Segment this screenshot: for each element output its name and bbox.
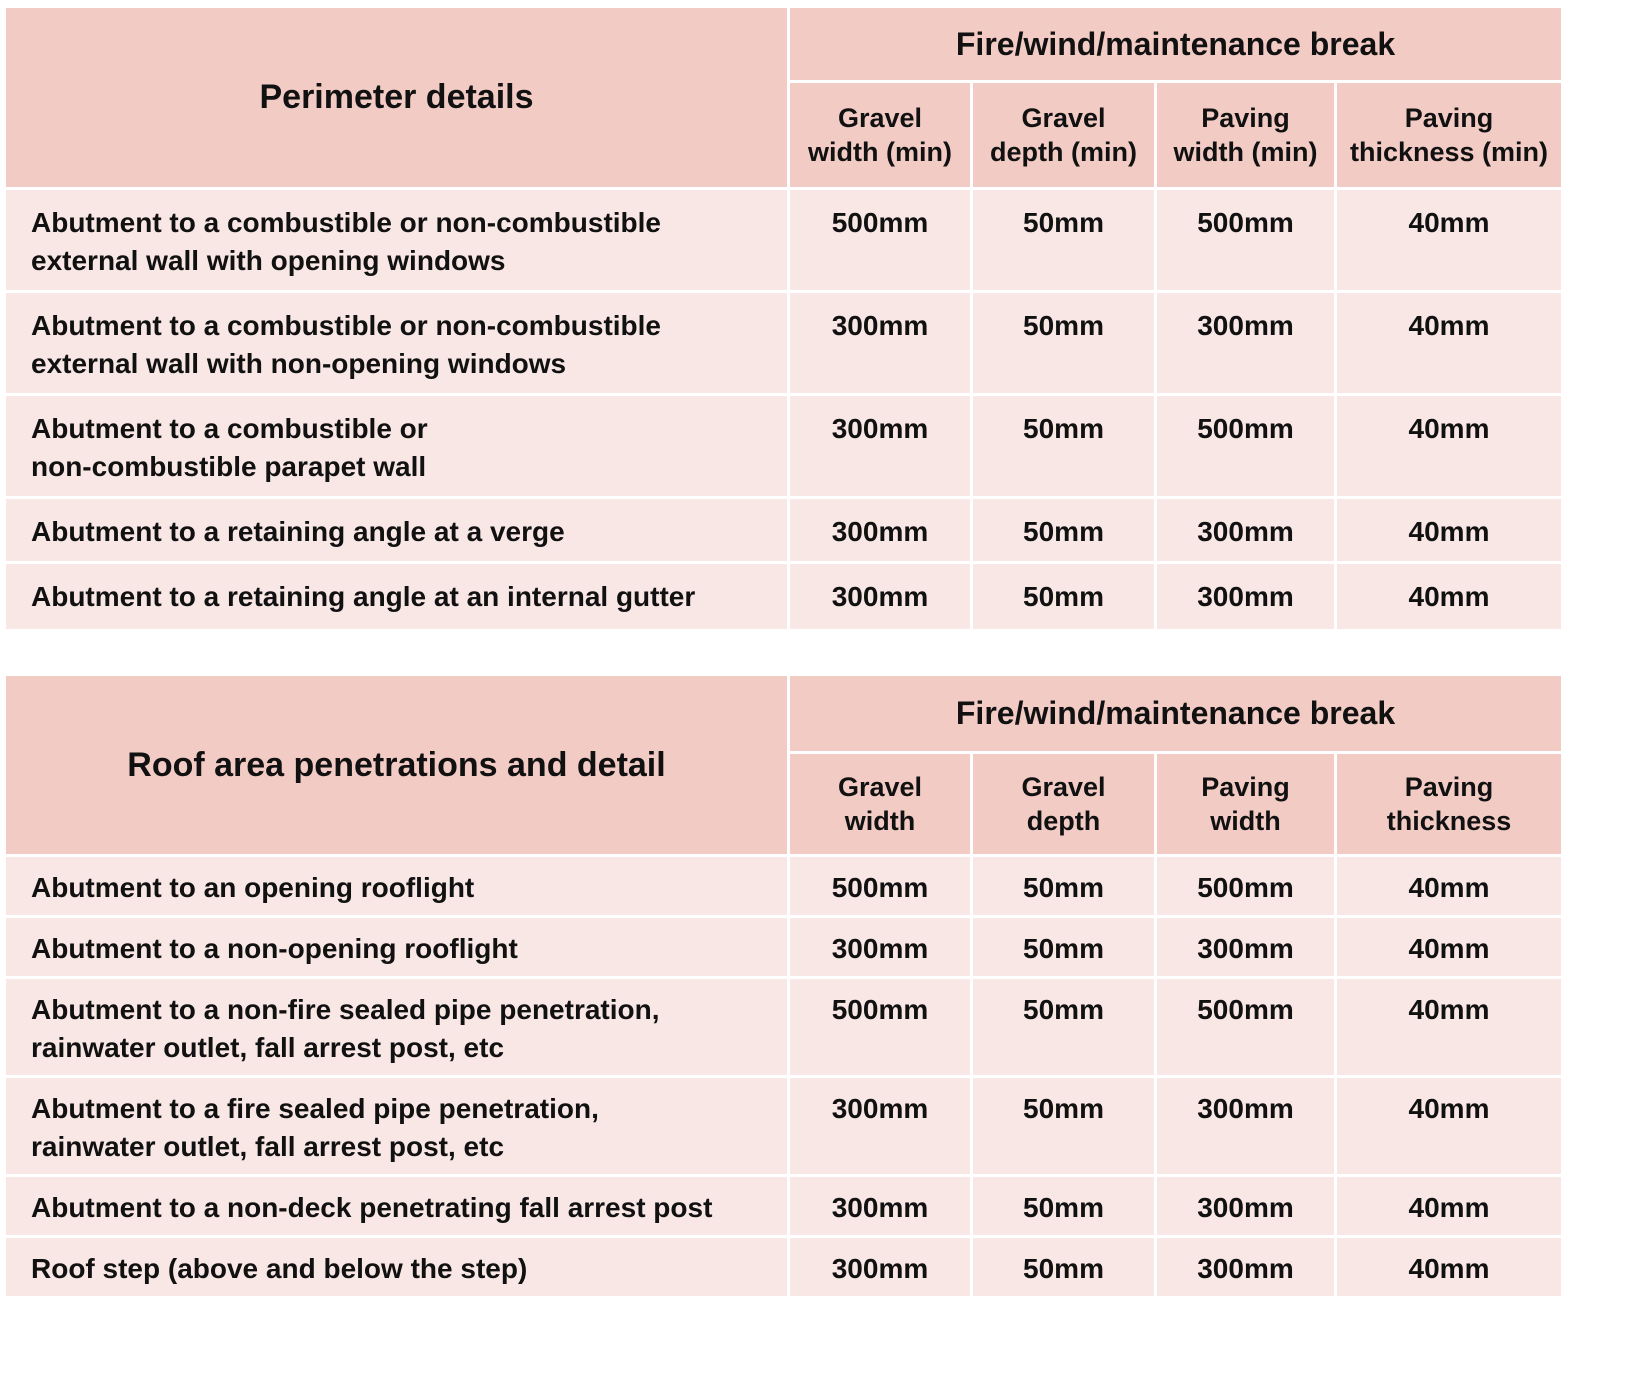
section-title: Roof area penetrations and detail (6, 676, 787, 854)
gravel-depth-value: 50mm (973, 1177, 1154, 1235)
table-row (6, 190, 1561, 290)
table-row (6, 918, 1561, 976)
row-label: Abutment to an opening rooflight (6, 857, 787, 915)
gravel-width-value: 300mm (790, 293, 970, 393)
gravel-width-value: 300mm (790, 1078, 970, 1174)
paving-thickness-value: 40mm (1337, 979, 1561, 1075)
paving-width-value: 500mm (1157, 979, 1334, 1075)
paving-thickness-value: 40mm (1337, 1238, 1561, 1296)
row-label: Abutment to a retaining angle at an internal gutter (6, 564, 787, 629)
column-header-gravel-depth: Gravel depth (973, 754, 1154, 854)
table-row (6, 396, 1561, 496)
row-label: Abutment to a non-opening rooflight (6, 918, 787, 976)
gravel-width-value: 300mm (790, 1238, 970, 1296)
group-title: Fire/wind/maintenance break (790, 676, 1561, 751)
paving-thickness-value: 40mm (1337, 293, 1561, 393)
gravel-depth-value: 50mm (973, 190, 1154, 290)
paving-width-value: 500mm (1157, 190, 1334, 290)
table-row (6, 857, 1561, 915)
gravel-depth-value: 50mm (973, 857, 1154, 915)
row-label: Abutment to a combustible or non-combustible external wall with opening windows (6, 190, 787, 290)
column-header-gravel-width: Gravel width (790, 754, 970, 854)
paving-width-value: 300mm (1157, 918, 1334, 976)
paving-thickness-value: 40mm (1337, 499, 1561, 561)
group-title: Fire/wind/maintenance break (790, 8, 1561, 80)
paving-width-value: 300mm (1157, 499, 1334, 561)
paving-thickness-value: 40mm (1337, 1177, 1561, 1235)
paving-width-value: 500mm (1157, 396, 1334, 496)
gravel-width-value: 300mm (790, 918, 970, 976)
column-header-paving-width: Paving width (min) (1157, 83, 1334, 187)
column-header-paving-thickness: Paving thickness (min) (1337, 83, 1561, 187)
roof-area-penetrations-table (3, 673, 1564, 1299)
row-label: Abutment to a fire sealed pipe penetration, rainwater outlet, fall arrest post, etc (6, 1078, 787, 1174)
table-row (6, 1078, 1561, 1174)
paving-thickness-value: 40mm (1337, 918, 1561, 976)
paving-thickness-value: 40mm (1337, 396, 1561, 496)
section-title: Perimeter details (6, 8, 787, 187)
gravel-width-value: 500mm (790, 857, 970, 915)
row-label: Abutment to a combustible or non-combustible parapet wall (6, 396, 787, 496)
paving-thickness-value: 40mm (1337, 1078, 1561, 1174)
paving-width-value: 300mm (1157, 564, 1334, 629)
paving-width-value: 300mm (1157, 1078, 1334, 1174)
gravel-depth-value: 50mm (973, 499, 1154, 561)
table-row (6, 1238, 1561, 1296)
table-row (6, 564, 1561, 629)
column-header-gravel-depth: Gravel depth (min) (973, 83, 1154, 187)
perimeter-details-table (3, 5, 1564, 632)
column-header-paving-width: Paving width (1157, 754, 1334, 854)
gravel-depth-value: 50mm (973, 979, 1154, 1075)
gravel-width-value: 300mm (790, 396, 970, 496)
gravel-depth-value: 50mm (973, 564, 1154, 629)
table-row (6, 1177, 1561, 1235)
paving-thickness-value: 40mm (1337, 564, 1561, 629)
gravel-depth-value: 50mm (973, 1238, 1154, 1296)
paving-width-value: 300mm (1157, 1238, 1334, 1296)
gravel-width-value: 300mm (790, 1177, 970, 1235)
column-header-paving-thickness: Paving thickness (1337, 754, 1561, 854)
row-label: Roof step (above and below the step) (6, 1238, 787, 1296)
paving-width-value: 300mm (1157, 1177, 1334, 1235)
table-row (6, 293, 1561, 393)
gravel-width-value: 500mm (790, 979, 970, 1075)
gravel-width-value: 300mm (790, 499, 970, 561)
gravel-depth-value: 50mm (973, 918, 1154, 976)
table-row (6, 499, 1561, 561)
paving-thickness-value: 40mm (1337, 857, 1561, 915)
paving-thickness-value: 40mm (1337, 190, 1561, 290)
row-label: Abutment to a retaining angle at a verge (6, 499, 787, 561)
paving-width-value: 300mm (1157, 293, 1334, 393)
table-row (6, 979, 1561, 1075)
column-header-gravel-width: Gravel width (min) (790, 83, 970, 187)
gravel-depth-value: 50mm (973, 1078, 1154, 1174)
gravel-depth-value: 50mm (973, 293, 1154, 393)
paving-width-value: 500mm (1157, 857, 1334, 915)
gravel-depth-value: 50mm (973, 396, 1154, 496)
row-label: Abutment to a non-fire sealed pipe penetration, rainwater outlet, fall arrest post, etc (6, 979, 787, 1075)
row-label: Abutment to a non-deck penetrating fall arrest post (6, 1177, 787, 1235)
gravel-width-value: 500mm (790, 190, 970, 290)
gravel-width-value: 300mm (790, 564, 970, 629)
row-label: Abutment to a combustible or non-combustible external wall with non-opening windows (6, 293, 787, 393)
